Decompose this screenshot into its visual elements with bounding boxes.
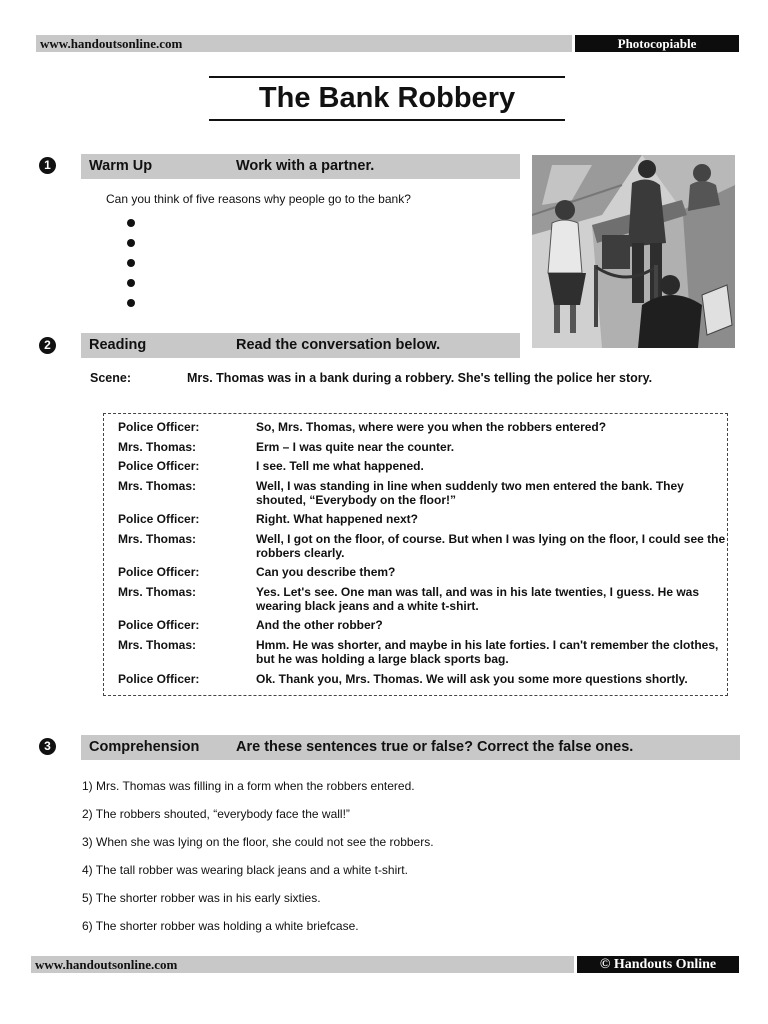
section-3-number-icon: 3 (39, 738, 56, 755)
bullet-point (127, 299, 135, 307)
dialogue-speaker: Police Officer: (118, 459, 200, 473)
dialogue-line: Right. What happened next? (256, 512, 418, 526)
section-3-header (81, 735, 740, 760)
dialogue-speaker: Police Officer: (118, 618, 200, 632)
footer-site: www.handoutsonline.com (35, 957, 178, 972)
scene-label: Scene: (90, 371, 131, 385)
page-title: The Bank Robbery (258, 82, 516, 114)
bullet-point (127, 219, 135, 227)
dialogue-speaker: Police Officer: (118, 672, 200, 686)
section-2-header (81, 333, 520, 358)
section-2-number-icon: 2 (39, 337, 56, 354)
footer-bar (31, 956, 739, 973)
dialogue-speaker: Mrs. Thomas: (118, 479, 197, 493)
warm-up-question: Can you think of five reasons why people go to the bank? (106, 192, 411, 206)
comprehension-question: 3) When she was lying on the floor, she could not see the robbers. (82, 835, 434, 849)
bank-scene-illustration (532, 155, 735, 348)
section-3-heading: Comprehension (89, 739, 200, 755)
section-1-heading: Warm Up (89, 158, 153, 174)
dialogue-speaker: Police Officer: (118, 420, 200, 434)
answer-bullet-list (127, 219, 135, 319)
section-2-instruction: Read the conversation below. (236, 337, 441, 353)
bullet-point (127, 259, 135, 267)
header-bar (36, 35, 739, 52)
comprehension-question: 2) The robbers shouted, “everybody face the wall!” (82, 807, 350, 821)
dialogue-line: Well, I was standing in line when suddenly two men entered the bank. They shouted, “Everybody on the floor!” (256, 479, 684, 507)
comprehension-question: 6) The shorter robber was holding a white briefcase. (82, 919, 359, 933)
bullet-point (127, 239, 135, 247)
dialogue-line: Hmm. He was shorter, and maybe in his late forties. I can't remember the clothes, but he was holding a large black sports bag. (256, 638, 719, 666)
copyright-badge: © Handouts Online (574, 956, 739, 973)
dialogue-line: And the other robber? (256, 618, 383, 632)
dialogue-line: I see. Tell me what happened. (256, 459, 424, 473)
dialogue-line: Can you describe them? (256, 565, 396, 579)
dialogue-line: Ok. Thank you, Mrs. Thomas. We will ask you some more questions shortly. (256, 672, 688, 686)
dialogue-speaker: Mrs. Thomas: (118, 532, 197, 546)
dialogue-line: So, Mrs. Thomas, where were you when the robbers entered? (256, 420, 607, 434)
comprehension-question: 5) The shorter robber was in his early sixties. (82, 891, 321, 905)
dialogue-speaker: Police Officer: (118, 565, 200, 579)
bullet-point (127, 279, 135, 287)
comprehension-question: 4) The tall robber was wearing black jeans and a white t-shirt. (82, 863, 408, 877)
dialogue-speaker: Mrs. Thomas: (118, 638, 197, 652)
dialogue-box (103, 413, 728, 696)
dialogue-speaker: Mrs. Thomas: (118, 585, 197, 599)
section-1-number-icon: 1 (39, 157, 56, 174)
dialogue-line: Yes. Let's see. One man was tall, and was in his late twenties, I guess. He was wearing black jeans and a white t-shirt. (256, 585, 700, 613)
dialogue-line: Erm – I was quite near the counter. (256, 440, 455, 454)
photocopiable-badge: Photocopiable (572, 35, 739, 52)
section-2-heading: Reading (89, 337, 147, 353)
comprehension-question: 1) Mrs. Thomas was filling in a form when the robbers entered. (82, 779, 415, 793)
section-1-header (81, 154, 520, 179)
header-site: www.handoutsonline.com (40, 36, 183, 51)
section-1-instruction: Work with a partner. (236, 158, 375, 174)
title-block (209, 76, 565, 121)
section-3-instruction: Are these sentences true or false? Correct the false ones. (236, 739, 634, 755)
dialogue-speaker: Police Officer: (118, 512, 200, 526)
scene-text: Mrs. Thomas was in a bank during a robbery. She's telling the police her story. (187, 371, 653, 385)
dialogue-speaker: Mrs. Thomas: (118, 440, 197, 454)
dialogue-line: Well, I got on the floor, of course. But when I was lying on the floor, I could see the robbers clearly. (256, 532, 726, 560)
